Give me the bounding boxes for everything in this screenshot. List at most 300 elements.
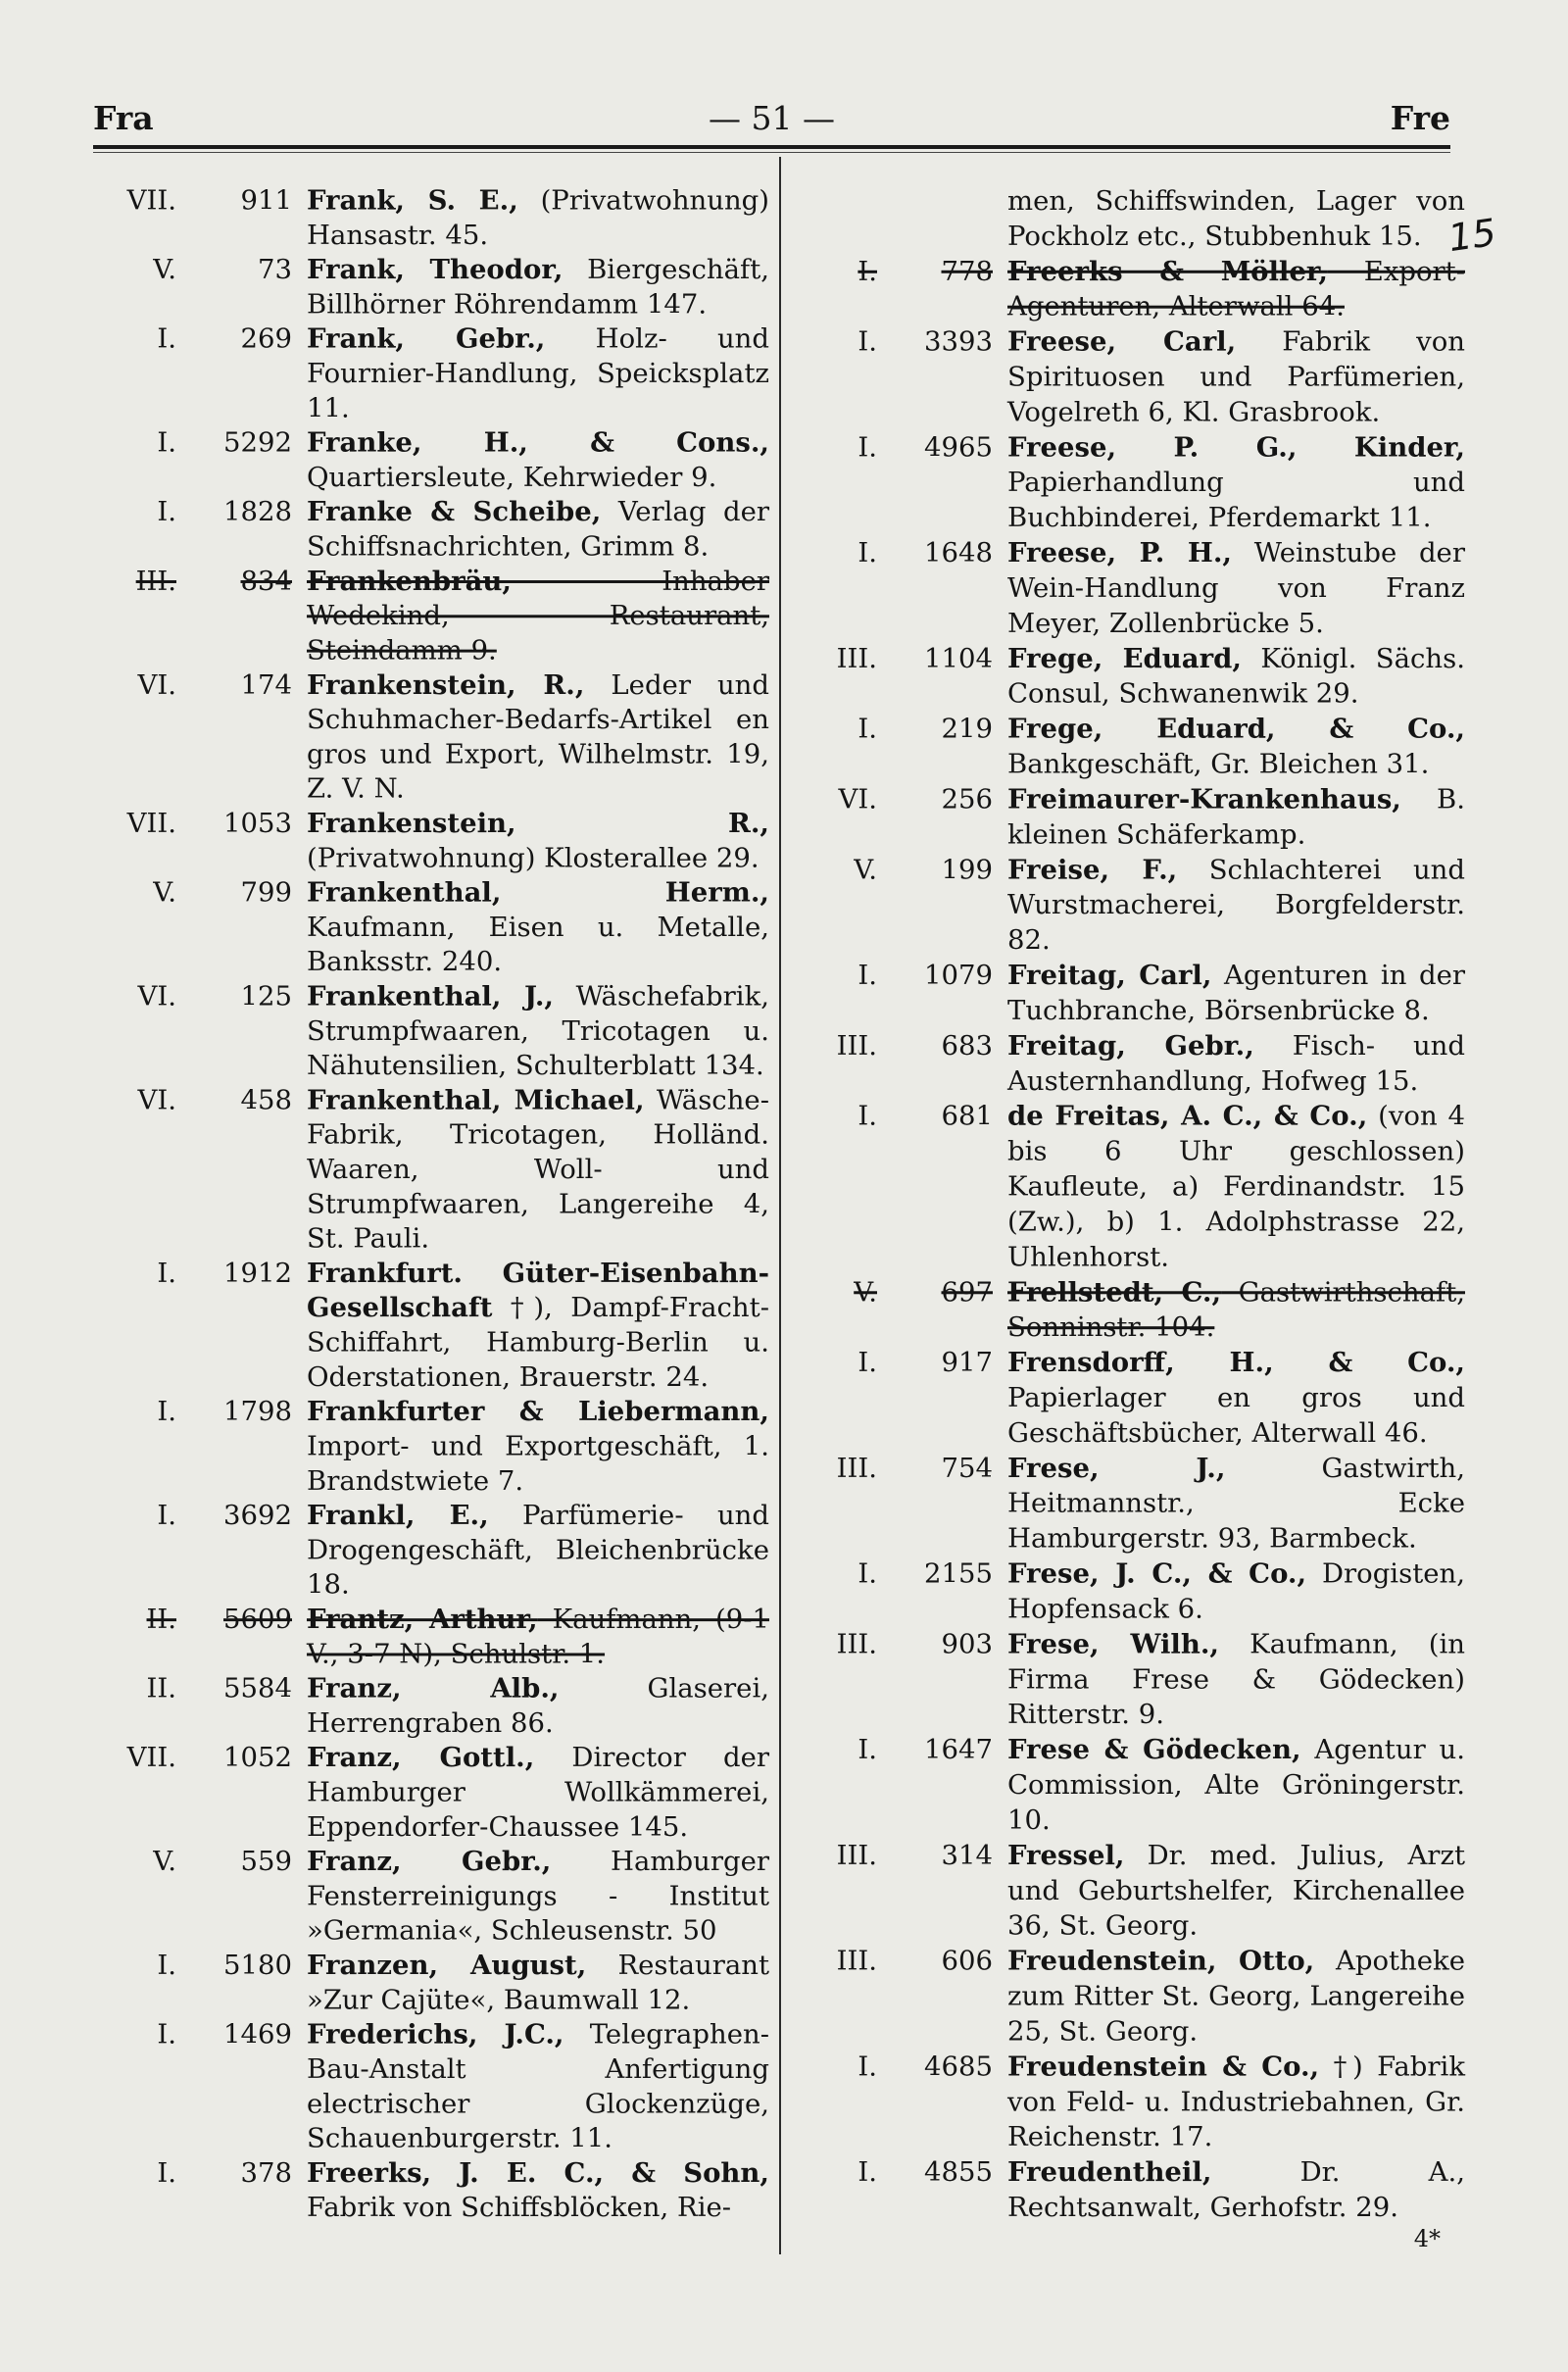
entry-label bbox=[789, 1099, 993, 1134]
entry-number: 1647 bbox=[924, 1734, 993, 1766]
entry-label bbox=[88, 1949, 292, 1983]
entry-details: Dr. med. Julius, Arzt und Geburtshelfer, Kirchenallee 36, St. Georg. bbox=[1007, 1839, 1465, 1942]
entry-label bbox=[88, 979, 292, 1013]
entry-district: I. bbox=[858, 1100, 877, 1132]
entry-name: Frank, S. E., bbox=[307, 184, 518, 217]
entry-label bbox=[88, 564, 292, 598]
entry-district: I. bbox=[157, 2157, 176, 2189]
directory-entry bbox=[789, 1626, 1465, 1732]
entry-text bbox=[292, 321, 769, 425]
entry-district: I. bbox=[157, 1396, 176, 1428]
entry-number: 5609 bbox=[223, 1604, 292, 1635]
entry-label bbox=[88, 1845, 292, 1879]
entry-details: Papierhandlung und Buchbinderei, Pferdemarkt 11. bbox=[1007, 467, 1465, 534]
directory-entry bbox=[789, 183, 1465, 254]
entry-number: 199 bbox=[941, 854, 993, 886]
entry-district: I. bbox=[858, 2051, 877, 2083]
entry-details: Glaserei, Herrengraben 86. bbox=[307, 1673, 769, 1739]
entry-number: 3393 bbox=[924, 325, 993, 358]
entry-label bbox=[789, 2154, 993, 2190]
entry-district: I. bbox=[858, 2156, 877, 2189]
entry-name: de Freitas, A. C., & Co., bbox=[1007, 1100, 1368, 1132]
entry-details: Wäsche-Fabrik, Tricotagen, Holländ. Waaren, Woll- und Strumpfwaaren, Langereihe 4, St. Pauli. bbox=[307, 1084, 769, 1255]
directory-entry bbox=[88, 564, 769, 667]
entry-name: Frederichs, J.C., bbox=[307, 2019, 564, 2051]
entry-details: Agentur u. Commission, Alte Gröningerstr. 10. bbox=[1007, 1734, 1465, 1836]
entry-label bbox=[88, 667, 292, 702]
entry-details: Fabrik von Schiffsblöcken, Rie- bbox=[307, 2192, 732, 2224]
entry-details: Restaurant »Zur Cajüte«, Baumwall 12. bbox=[307, 1950, 769, 2016]
directory-entry bbox=[88, 1949, 769, 2018]
entry-district: I. bbox=[858, 255, 877, 287]
entry-label bbox=[789, 254, 993, 289]
header-rule bbox=[93, 145, 1450, 149]
entry-label bbox=[789, 1345, 993, 1380]
entry-label bbox=[789, 324, 993, 360]
entry-label bbox=[789, 782, 993, 817]
entry-text bbox=[292, 1741, 769, 1845]
entry-label bbox=[789, 429, 993, 465]
entry-text bbox=[993, 324, 1465, 430]
entry-name: Freudenstein & Co., bbox=[1007, 2051, 1320, 2083]
entry-district: I. bbox=[157, 427, 176, 459]
entry-number: 4855 bbox=[924, 2156, 993, 2189]
entry-text bbox=[292, 667, 769, 806]
entry-district: VI. bbox=[137, 980, 176, 1013]
directory-entry bbox=[789, 852, 1465, 958]
directory-entry bbox=[789, 2049, 1465, 2154]
directory-entry bbox=[789, 641, 1465, 712]
entry-label bbox=[789, 958, 993, 993]
entry-text bbox=[292, 2155, 769, 2225]
entry-name: Frantz, Arthur, bbox=[307, 1604, 538, 1635]
entry-label bbox=[88, 1741, 292, 1775]
entry-text bbox=[993, 1274, 1465, 1345]
directory-entry bbox=[789, 2154, 1465, 2225]
entry-details: Weinstube der Wein-Handlung von Franz Meyer, Zollenbrücke 5. bbox=[1007, 537, 1465, 639]
directory-entry bbox=[88, 1845, 769, 1949]
entry-text bbox=[292, 425, 769, 495]
entry-name: Freimaurer-Krankenhaus, bbox=[1007, 783, 1401, 815]
directory-entry bbox=[789, 958, 1465, 1028]
entry-label bbox=[789, 1944, 993, 1979]
entry-name: Freitag, Carl, bbox=[1007, 960, 1212, 992]
entry-name: Frese, Wilh., bbox=[1007, 1628, 1219, 1660]
entry-label bbox=[88, 2155, 292, 2190]
entry-label bbox=[789, 852, 993, 887]
entry-number: 559 bbox=[240, 1846, 292, 1877]
entry-details: †), Dampf-Fracht-Schiffahrt, Hamburg-Berlin u. Oderstationen, Brauerstr. 24. bbox=[307, 1292, 769, 1393]
entry-text bbox=[292, 1671, 769, 1741]
directory-entry bbox=[789, 1028, 1465, 1099]
entry-details: Hamburger Fensterreinigungs - Institut »Germania«, Schleusenstr. 50 bbox=[307, 1846, 769, 1947]
entry-number: 1912 bbox=[223, 1258, 292, 1289]
entry-label bbox=[789, 712, 993, 747]
right-column bbox=[789, 183, 1465, 2225]
entry-district: V. bbox=[153, 877, 176, 909]
entry-label bbox=[789, 1732, 993, 1767]
entry-details: Parfümerie- und Drogengeschäft, Bleichenbrücke 18. bbox=[307, 1500, 769, 1601]
entry-district: III. bbox=[836, 1029, 877, 1062]
entry-number: 683 bbox=[941, 1029, 993, 1062]
directory-entry bbox=[789, 1838, 1465, 1944]
entry-text bbox=[292, 2017, 769, 2155]
entry-number: 1798 bbox=[223, 1396, 292, 1428]
entry-details: Kaufmann, (9-1 V., 3-7 N), Schulstr. 1. bbox=[307, 1604, 769, 1670]
entry-details: Drogisten, Hopfensack 6. bbox=[1007, 1557, 1465, 1625]
entry-number: 5292 bbox=[223, 427, 292, 459]
directory-entry bbox=[789, 1099, 1465, 1275]
entry-name: Frankenthal, Herm., bbox=[307, 877, 769, 909]
signature-mark: 4* bbox=[1413, 2225, 1441, 2252]
entry-number: 754 bbox=[941, 1452, 993, 1484]
entry-details: Leder und Schuhmacher-Bedarfs-Artikel en gros und Export, Wilhelmstr. 19, Z. V. N. bbox=[307, 669, 769, 805]
directory-entry bbox=[88, 1741, 769, 1845]
directory-entry bbox=[88, 2155, 769, 2225]
entry-number: 917 bbox=[941, 1347, 993, 1379]
entry-number: 269 bbox=[240, 323, 292, 355]
entry-number: 256 bbox=[941, 783, 993, 815]
entry-district: I. bbox=[858, 325, 877, 358]
entry-number: 2155 bbox=[924, 1557, 993, 1590]
directory-entry bbox=[789, 1345, 1465, 1451]
entry-details: Gastwirthschaft, Sonninstr. 104. bbox=[1007, 1276, 1465, 1344]
entry-number: 1104 bbox=[924, 642, 993, 674]
entry-text bbox=[993, 958, 1465, 1028]
entry-number: 5180 bbox=[223, 1950, 292, 1981]
entry-district: III. bbox=[836, 1945, 877, 1977]
entry-number: 681 bbox=[941, 1100, 993, 1132]
entry-district: I. bbox=[858, 1557, 877, 1590]
entry-name: Frese, J., bbox=[1007, 1452, 1226, 1484]
entry-details: (von 4 bis 6 Uhr geschlossen) Kaufleute, a) Ferdinandstr. 15 (Zw.), b) 1. Adolphstrasse 22, Uhlenhorst. bbox=[1007, 1100, 1465, 1273]
entry-number: 911 bbox=[240, 184, 292, 217]
page-header bbox=[93, 96, 1450, 141]
entry-district: III. bbox=[135, 566, 176, 597]
entry-text bbox=[993, 641, 1465, 712]
directory-entry bbox=[88, 425, 769, 495]
entry-name: Frankenthal, J., bbox=[307, 980, 554, 1013]
entry-details: Holz- und Fournier-Handlung, Speicksplatz 11. bbox=[307, 323, 769, 424]
entry-name: Freerks, J. E. C., & Sohn, bbox=[307, 2157, 769, 2189]
directory-entry bbox=[789, 712, 1465, 782]
entry-label bbox=[88, 1256, 292, 1290]
entry-details: Papierlager en gros und Geschäftsbücher, Alterwall 46. bbox=[1007, 1382, 1465, 1449]
entry-details: Verlag der Schiffsnachrichten, Grimm 8. bbox=[307, 496, 769, 563]
entry-text bbox=[993, 429, 1465, 535]
entry-number: 834 bbox=[240, 566, 292, 597]
entry-name: Frankenthal, Michael, bbox=[307, 1084, 645, 1116]
directory-entry bbox=[88, 1256, 769, 1394]
entry-details: Biergeschäft, Billhörner Röhrendamm 147. bbox=[307, 254, 769, 321]
entry-number: 3692 bbox=[223, 1500, 292, 1531]
entry-details: Export-Agenturen, Alterwall 64. bbox=[1007, 255, 1465, 322]
directory-entry bbox=[88, 1499, 769, 1603]
directory-entry bbox=[789, 1732, 1465, 1838]
entry-number: 458 bbox=[240, 1084, 292, 1116]
entry-district: VII. bbox=[126, 1742, 176, 1774]
entry-details: Kaufmann, Eisen u. Metalle, Banksstr. 240. bbox=[307, 912, 769, 978]
entry-district: I. bbox=[157, 2019, 176, 2051]
directory-entry bbox=[88, 1083, 769, 1257]
entry-text bbox=[993, 183, 1465, 254]
entry-name: Franke & Scheibe, bbox=[307, 496, 602, 528]
entry-label bbox=[789, 1274, 993, 1310]
entry-text bbox=[292, 253, 769, 322]
entry-name: Frensdorff, H., & Co., bbox=[1007, 1347, 1465, 1379]
entry-details: Import- und Exportgeschäft, 1. Brandstwiete 7. bbox=[307, 1430, 769, 1497]
entry-text bbox=[993, 1838, 1465, 1944]
entry-text bbox=[292, 183, 769, 253]
directory-entry bbox=[88, 321, 769, 425]
entry-text bbox=[993, 1626, 1465, 1732]
entry-label bbox=[88, 1083, 292, 1117]
entry-text bbox=[292, 875, 769, 979]
entry-name: Frankl, E., bbox=[307, 1500, 489, 1531]
entry-label bbox=[789, 2049, 993, 2084]
directory-entry bbox=[88, 495, 769, 565]
directory-entry bbox=[789, 782, 1465, 853]
directory-entry bbox=[88, 1603, 769, 1672]
directory-entry bbox=[88, 1671, 769, 1741]
directory-entry bbox=[789, 324, 1465, 430]
entry-name: Fressel, bbox=[1007, 1839, 1125, 1871]
entry-label bbox=[88, 425, 292, 460]
entry-name: Franz, Gebr., bbox=[307, 1846, 552, 1877]
entry-district: III. bbox=[836, 1839, 877, 1871]
entry-details: Bankgeschäft, Gr. Bleichen 31. bbox=[1007, 748, 1430, 780]
entry-label bbox=[88, 495, 292, 529]
entry-text bbox=[993, 1451, 1465, 1557]
entry-number: 5584 bbox=[223, 1673, 292, 1705]
entry-district: VI. bbox=[838, 783, 877, 815]
entry-text bbox=[292, 806, 769, 875]
entry-details: Agenturen in der Tuchbranche, Börsenbrücke 8. bbox=[1007, 960, 1465, 1026]
entry-name: Frege, Eduard, bbox=[1007, 642, 1242, 674]
entry-district: V. bbox=[854, 1276, 877, 1309]
entry-details: Kaufmann, (in Firma Frese & Gödecken) Ritterstr. 9. bbox=[1007, 1628, 1465, 1731]
entry-number: 4965 bbox=[924, 431, 993, 464]
entry-name: Franz, Alb., bbox=[307, 1673, 560, 1705]
entry-text bbox=[292, 1083, 769, 1257]
entry-district: I. bbox=[157, 1258, 176, 1289]
entry-district: I. bbox=[858, 537, 877, 569]
entry-number: 4685 bbox=[924, 2051, 993, 2083]
entry-details: Inhaber Wedekind, Restaurant, Steindamm 9. bbox=[307, 566, 769, 667]
directory-entry bbox=[88, 979, 769, 1083]
entry-name: Frankfurter & Liebermann, bbox=[307, 1396, 769, 1428]
directory-entry bbox=[789, 1557, 1465, 1627]
entry-text bbox=[993, 852, 1465, 958]
entry-number: 1052 bbox=[223, 1742, 292, 1774]
entry-number: 1053 bbox=[223, 808, 292, 839]
entry-text bbox=[292, 1845, 769, 1949]
directory-entry bbox=[88, 253, 769, 322]
entry-label bbox=[88, 253, 292, 287]
entry-label bbox=[789, 1557, 993, 1592]
entry-name: Frankenbräu, bbox=[307, 566, 512, 597]
entry-label bbox=[88, 806, 292, 840]
directory-entry bbox=[88, 183, 769, 253]
entry-text bbox=[993, 1028, 1465, 1099]
directory-entry bbox=[789, 254, 1465, 324]
entry-name: Freese, P. G., Kinder, bbox=[1007, 431, 1465, 464]
directory-entry bbox=[88, 1395, 769, 1499]
entry-district: V. bbox=[153, 1846, 176, 1877]
header-left: Fra bbox=[93, 99, 154, 137]
entry-details: Wäschefabrik, Strumpfwaaren, Tricotagen u. Nähutensilien, Schulterblatt 134. bbox=[307, 980, 769, 1081]
entry-district: VI. bbox=[137, 1084, 176, 1116]
entry-number: 697 bbox=[941, 1276, 993, 1309]
entry-name: Franzen, August, bbox=[307, 1950, 587, 1981]
entry-details: (Privatwohnung) Klosterallee 29. bbox=[307, 842, 760, 874]
entry-details: men, Schiffswinden, Lager von Pockholz etc., Stubbenhuk 15. bbox=[1007, 184, 1465, 252]
entry-details: Director der Hamburger Wollkämmerei, Eppendorfer-Chaussee 145. bbox=[307, 1742, 769, 1843]
entry-label bbox=[88, 183, 292, 218]
entry-number: 1079 bbox=[924, 960, 993, 992]
entry-district: II. bbox=[146, 1673, 176, 1705]
entry-district: I. bbox=[858, 960, 877, 992]
directory-entry bbox=[88, 667, 769, 806]
entry-number: 73 bbox=[258, 254, 292, 285]
entry-name: Frege, Eduard, & Co., bbox=[1007, 713, 1465, 745]
entry-number: 174 bbox=[240, 669, 292, 701]
entry-text bbox=[292, 495, 769, 565]
directory-entry bbox=[789, 535, 1465, 641]
entry-name: Freese, P. H., bbox=[1007, 537, 1232, 569]
handwritten-note: 15 bbox=[1446, 210, 1499, 261]
entry-district: V. bbox=[153, 254, 176, 285]
entry-name: Frese, J. C., & Co., bbox=[1007, 1557, 1307, 1590]
entry-label bbox=[789, 535, 993, 570]
header-rule-thin bbox=[93, 152, 1450, 153]
entry-number: 219 bbox=[941, 713, 993, 745]
entry-name: Freese, Carl, bbox=[1007, 325, 1237, 358]
entry-details: †) Fabrik von Feld- u. Industriebahnen, Gr. Reichenstr. 17. bbox=[1007, 2051, 1465, 2153]
entry-text bbox=[292, 1499, 769, 1603]
entry-label bbox=[88, 321, 292, 356]
entry-text bbox=[292, 1603, 769, 1672]
entry-label bbox=[789, 1028, 993, 1063]
entry-details: Quartiersleute, Kehrwieder 9. bbox=[307, 462, 717, 493]
entry-text bbox=[993, 535, 1465, 641]
entry-label bbox=[88, 2017, 292, 2051]
entry-district: I. bbox=[157, 323, 176, 355]
directory-entry bbox=[789, 429, 1465, 535]
left-column bbox=[88, 183, 769, 2225]
entry-label bbox=[88, 1395, 292, 1429]
entry-district: I. bbox=[858, 431, 877, 464]
entry-details: Fisch- und Austernhandlung, Hofweg 15. bbox=[1007, 1029, 1465, 1097]
entry-district: II. bbox=[146, 1604, 176, 1635]
entry-name: Franz, Gottl., bbox=[307, 1742, 535, 1774]
entry-name: Freudentheil, bbox=[1007, 2156, 1212, 2189]
entry-district: I. bbox=[157, 1950, 176, 1981]
entry-details: Schlachterei und Wurstmacherei, Borgfelderstr. 82. bbox=[1007, 854, 1465, 957]
directory-entry bbox=[789, 1274, 1465, 1345]
entry-number: 1648 bbox=[924, 537, 993, 569]
entry-details: Dr. A., Rechtsanwalt, Gerhofstr. 29. bbox=[1007, 2156, 1465, 2223]
entry-label bbox=[88, 1671, 292, 1705]
entry-label bbox=[88, 1499, 292, 1533]
entry-name: Frank, Gebr., bbox=[307, 323, 546, 355]
entry-name: Frankfurt. Güter-Eisenbahn-Gesellschaft bbox=[307, 1258, 769, 1324]
entry-text bbox=[993, 1099, 1465, 1275]
entry-district: I. bbox=[157, 496, 176, 528]
entry-label bbox=[88, 875, 292, 910]
entry-details: Apotheke zum Ritter St. Georg, Langereihe 25, St. Georg. bbox=[1007, 1945, 1465, 2048]
entry-number: 903 bbox=[941, 1628, 993, 1660]
entry-text bbox=[292, 564, 769, 667]
entry-text bbox=[993, 1345, 1465, 1451]
entry-district: I. bbox=[858, 713, 877, 745]
entry-number: 799 bbox=[240, 877, 292, 909]
entry-details: Telegraphen-Bau-Anstalt Anfertigung electrischer Glockenzüge, Schauenburgerstr. 11. bbox=[307, 2019, 769, 2154]
entry-name: Frellstedt, C., bbox=[1007, 1276, 1222, 1309]
entry-text bbox=[993, 1732, 1465, 1838]
entry-district: VII. bbox=[126, 184, 176, 217]
entry-district: III. bbox=[836, 1452, 877, 1484]
entry-name: Freudenstein, Otto, bbox=[1007, 1945, 1315, 1977]
entry-label bbox=[88, 1603, 292, 1637]
entry-label bbox=[789, 1838, 993, 1873]
header-right: Fre bbox=[1390, 99, 1450, 137]
entry-number: 314 bbox=[941, 1839, 993, 1871]
entry-label bbox=[789, 641, 993, 676]
entry-district: III. bbox=[836, 642, 877, 674]
entry-district: I. bbox=[858, 1734, 877, 1766]
entry-text bbox=[993, 254, 1465, 324]
entry-details: Königl. Sächs. Consul, Schwanenwik 29. bbox=[1007, 642, 1465, 710]
entry-text bbox=[993, 712, 1465, 782]
entry-district: I. bbox=[858, 1347, 877, 1379]
column-divider bbox=[779, 157, 781, 2254]
entry-label bbox=[789, 1626, 993, 1661]
entry-district: VI. bbox=[137, 669, 176, 701]
entry-details: Gastwirth, Heitmannstr., Ecke Hamburgerstr. 93, Barmbeck. bbox=[1007, 1452, 1465, 1555]
entry-name: Frankenstein, R., bbox=[307, 669, 585, 701]
entry-text bbox=[993, 1944, 1465, 2050]
directory-entry bbox=[88, 806, 769, 875]
entry-district: III. bbox=[836, 1628, 877, 1660]
entry-text bbox=[993, 2154, 1465, 2225]
directory-entry bbox=[88, 2017, 769, 2155]
entry-text bbox=[993, 2049, 1465, 2154]
directory-entry bbox=[88, 875, 769, 979]
entry-details: (Privatwohnung) Hansastr. 45. bbox=[307, 184, 769, 251]
entry-district: I. bbox=[157, 1500, 176, 1531]
directory-entry bbox=[789, 1944, 1465, 2050]
entry-name: Frese & Gödecken, bbox=[1007, 1734, 1301, 1766]
entry-district: VII. bbox=[126, 808, 176, 839]
entry-text bbox=[292, 1949, 769, 2018]
entry-number: 378 bbox=[240, 2157, 292, 2189]
entry-text bbox=[993, 1557, 1465, 1627]
entry-name: Freitag, Gebr., bbox=[1007, 1029, 1254, 1062]
entry-district: V. bbox=[854, 854, 877, 886]
entry-name: Frankenstein, R., bbox=[307, 808, 769, 839]
entry-number: 125 bbox=[240, 980, 292, 1013]
entry-name: Frank, Theodor, bbox=[307, 254, 564, 285]
entry-text bbox=[292, 1256, 769, 1394]
entry-name: Freerks & Möller, bbox=[1007, 255, 1328, 287]
entry-name: Franke, H., & Cons., bbox=[307, 427, 769, 459]
entry-label bbox=[789, 1451, 993, 1486]
entry-details: B. kleinen Schäferkamp. bbox=[1007, 783, 1465, 851]
entry-text bbox=[292, 1395, 769, 1499]
entry-number: 1828 bbox=[223, 496, 292, 528]
entry-number: 606 bbox=[941, 1945, 993, 1977]
